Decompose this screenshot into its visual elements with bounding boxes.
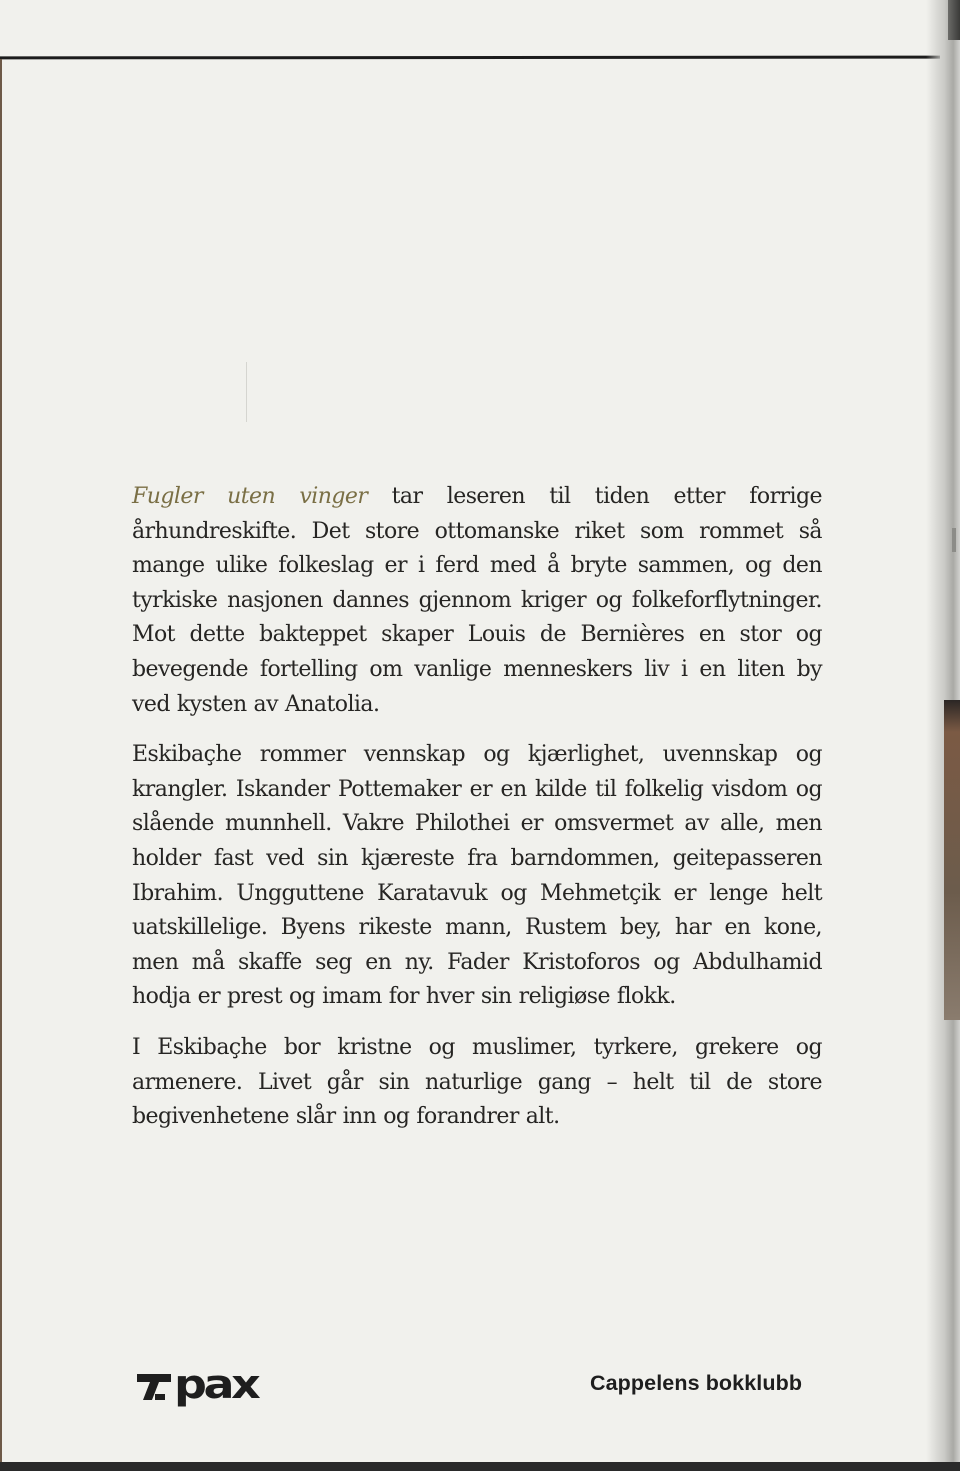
left-edge-shadow: [0, 59, 2, 1462]
publisher-name: Cappelens bokklubb: [590, 1371, 803, 1395]
pax-imprint-logo: [137, 1362, 258, 1408]
paragraph-1-text: tar leseren til tiden etter forrige århundreskifte. Det store ottomanske riket som rommet så mange ulike folkeslag er i ferd med å bryte sammen, og den tyrkiske nasjonen dannes gjennom kriger og folkeforflytninger. Mot dette bakteppet skaper Louis de Bernières en stor og bevegende fortelling om vanlige menneskers liv i en liten by ved kysten av Anatolia.: [132, 484, 822, 717]
paper-crease: [246, 362, 247, 422]
spine-brown-strip: [944, 700, 960, 1020]
blurb-paragraph-1: [132, 480, 822, 722]
blurb-text: [132, 480, 822, 1151]
bottom-edge: [0, 1462, 960, 1471]
spine-mark: [952, 528, 956, 552]
pax-logo-wordmark: pax: [174, 1362, 258, 1408]
blurb-paragraph-3: I Eskibaçhe bor kristne og muslimer, tyrkere, grekere og armenere. Livet går sin naturlige gang – helt til de store begivenhetene slår inn og forandrer alt.: [132, 1034, 822, 1130]
book-title-italic: Fugler uten vinger: [132, 484, 368, 509]
spine-edge-top: [948, 0, 960, 40]
top-rule-divider: [0, 56, 940, 60]
cover-footer: [0, 1360, 960, 1410]
pax-logo-icon: [137, 1372, 171, 1402]
blurb-paragraph-2: Eskibaçhe rommer vennskap og kjærlighet, uvennskap og krangler. Iskander Pottemaker er en kilde til folkelig visdom og slående munnhell. Vakre Philothei er omsvermet av alle, men holder fast ved sin kjæreste fra barndommen, geitepasseren Ibrahim. Ungguttene Karatavuk og Mehmetçik er lenge helt uatskillelige. Byens rikeste mann, Rustem bey, har en kone, men må skaffe seg en ny. Fader Kristoforos og Abdulhamid hodja er prest og imam for hver sin religiøse flokk.: [132, 742, 822, 1010]
